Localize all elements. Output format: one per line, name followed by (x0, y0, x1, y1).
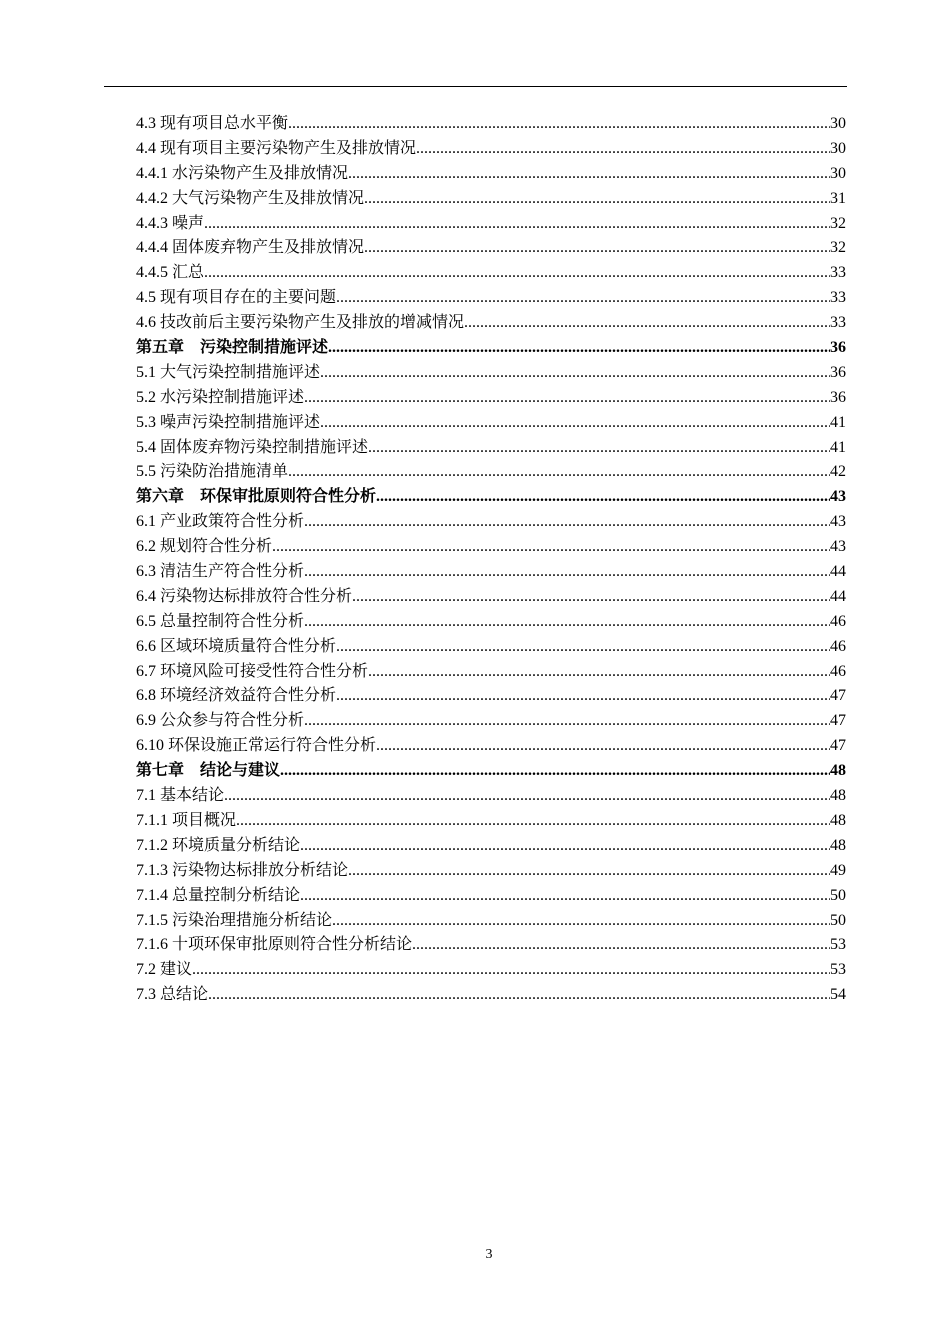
toc-entry[interactable] (136, 983, 846, 1008)
toc-entry[interactable] (136, 560, 846, 585)
toc-entry-title: 5.2 水污染控制措施评述 (136, 388, 305, 406)
toc-entry[interactable] (136, 286, 846, 311)
toc-entry-page: 44 (830, 563, 846, 581)
toc-entry-title: 7.3 总结论 (136, 986, 209, 1004)
toc-dot-leader (208, 983, 830, 1008)
toc-entry[interactable] (136, 884, 846, 909)
toc-dot-leader (280, 759, 830, 784)
toc-dot-leader (304, 709, 830, 734)
toc-entry-title: 5.3 噪声污染控制措施评述 (136, 413, 321, 431)
toc-entry-page: 48 (830, 762, 846, 780)
toc-entry-title: 6.10 环保设施正常运行符合性分析 (136, 737, 377, 755)
toc-dot-leader (204, 261, 830, 286)
toc-entry-title: 4.6 技改前后主要污染物产生及排放的增减情况 (136, 314, 465, 332)
toc-dot-leader (272, 535, 830, 560)
toc-entry-page: 42 (830, 463, 846, 481)
toc-entry[interactable] (136, 261, 846, 286)
toc-entry[interactable] (136, 635, 846, 660)
toc-entry[interactable] (136, 709, 846, 734)
toc-entry-page: 46 (830, 662, 846, 680)
toc-entry[interactable] (136, 187, 846, 212)
toc-entry[interactable] (136, 610, 846, 635)
toc-entry[interactable] (136, 460, 846, 485)
toc-dot-leader (304, 510, 830, 535)
toc-entry[interactable] (136, 212, 846, 237)
toc-entry-page: 49 (830, 861, 846, 879)
toc-entry-title: 5.4 固体废弃物污染控制措施评述 (136, 438, 369, 456)
toc-dot-leader (368, 436, 830, 461)
toc-dot-leader (376, 734, 830, 759)
toc-dot-leader (368, 660, 830, 685)
toc-entry-title: 7.1.4 总量控制分析结论 (136, 886, 301, 904)
toc-entry[interactable] (136, 361, 846, 386)
toc-entry[interactable] (136, 784, 846, 809)
toc-chapter-entry[interactable] (136, 336, 846, 361)
toc-entry-page: 36 (830, 363, 846, 381)
header-rule (104, 86, 847, 87)
toc-entry-title: 4.5 现有项目存在的主要问题 (136, 289, 337, 307)
toc-entry[interactable] (136, 411, 846, 436)
toc-dot-leader (320, 411, 830, 436)
toc-dot-leader (300, 884, 830, 909)
toc-entry[interactable] (136, 859, 846, 884)
toc-entry-title: 4.4 现有项目主要污染物产生及排放情况 (136, 139, 417, 157)
toc-entry-page: 50 (830, 911, 846, 929)
toc-entry-title: 7.1.2 环境质量分析结论 (136, 836, 301, 854)
toc-entry[interactable] (136, 436, 846, 461)
toc-entry-title: 7.1.6 十项环保审批原则符合性分析结论 (136, 936, 413, 954)
toc-entry-page: 48 (830, 836, 846, 854)
toc-dot-leader (364, 236, 830, 261)
toc-entry-title: 4.3 现有项目总水平衡 (136, 115, 289, 132)
table-of-contents (136, 112, 846, 1008)
toc-dot-leader (348, 859, 830, 884)
toc-dot-leader (332, 909, 830, 934)
toc-entry-page: 43 (830, 513, 846, 531)
toc-entry-title: 7.1.1 项目概况 (136, 811, 237, 829)
toc-dot-leader (236, 809, 830, 834)
toc-dot-leader (288, 112, 830, 137)
toc-entry-page: 30 (830, 115, 846, 132)
toc-entry-page: 53 (830, 961, 846, 979)
toc-dot-leader (288, 460, 830, 485)
toc-dot-leader (464, 311, 830, 336)
toc-entry-title: 6.8 环境经济效益符合性分析 (136, 687, 337, 705)
toc-dot-leader (336, 684, 830, 709)
toc-entry[interactable] (136, 162, 846, 187)
toc-dot-leader (336, 635, 830, 660)
toc-entry-page: 46 (830, 612, 846, 630)
toc-entry-title: 6.1 产业政策符合性分析 (136, 513, 305, 531)
toc-entry-title: 4.4.3 噪声 (136, 214, 205, 232)
toc-chapter-entry[interactable] (136, 759, 846, 784)
toc-dot-leader (192, 958, 830, 983)
toc-entry-title: 7.1.5 污染治理措施分析结论 (136, 911, 333, 929)
toc-entry-page: 48 (830, 811, 846, 829)
toc-entry[interactable] (136, 660, 846, 685)
toc-entry-page: 32 (830, 214, 846, 232)
toc-entry-page: 47 (830, 737, 846, 755)
toc-entry[interactable] (136, 834, 846, 859)
toc-entry-page: 30 (830, 164, 846, 182)
toc-entry-title: 5.1 大气污染控制措施评述 (136, 363, 321, 381)
toc-entry-title: 5.5 污染防治措施清单 (136, 463, 289, 481)
toc-dot-leader (336, 286, 830, 311)
toc-entry-page: 31 (830, 189, 846, 207)
toc-entry-title: 第七章 结论与建议 (136, 762, 281, 780)
toc-entry-title: 4.4.4 固体废弃物产生及排放情况 (136, 239, 365, 257)
toc-entry[interactable] (136, 236, 846, 261)
toc-entry-title: 7.2 建议 (136, 961, 193, 979)
toc-dot-leader (328, 336, 830, 361)
toc-dot-leader (376, 485, 830, 510)
toc-dot-leader (320, 361, 830, 386)
toc-entry-title: 6.9 公众参与符合性分析 (136, 712, 305, 730)
toc-entry-title: 6.2 规划符合性分析 (136, 538, 273, 556)
toc-entry-title: 4.4.2 大气污染物产生及排放情况 (136, 189, 365, 207)
toc-entry-title: 第五章 污染控制措施评述 (136, 339, 329, 357)
toc-entry-title: 4.4.5 汇总 (136, 264, 205, 282)
toc-entry[interactable] (136, 809, 846, 834)
toc-dot-leader (204, 212, 830, 237)
toc-entry-page: 33 (830, 289, 846, 307)
toc-dot-leader (300, 834, 830, 859)
page-number: 3 (485, 1247, 493, 1262)
toc-dot-leader (304, 560, 830, 585)
toc-entry-page: 43 (830, 488, 846, 506)
toc-entry-page: 53 (830, 936, 846, 954)
toc-entry[interactable] (136, 585, 846, 610)
toc-entry-page: 41 (830, 413, 846, 431)
toc-dot-leader (364, 187, 830, 212)
toc-entry[interactable] (136, 958, 846, 983)
toc-entry-page: 50 (830, 886, 846, 904)
toc-entry[interactable] (136, 510, 846, 535)
toc-entry-title: 4.4.1 水污染物产生及排放情况 (136, 164, 349, 182)
toc-entry-page: 47 (830, 712, 846, 730)
toc-dot-leader (412, 933, 830, 958)
toc-entry-page: 32 (830, 239, 846, 257)
toc-entry-page: 43 (830, 538, 846, 556)
toc-dot-leader (348, 162, 830, 187)
toc-entry-title: 7.1.3 污染物达标排放分析结论 (136, 861, 349, 879)
toc-entry-title: 6.5 总量控制符合性分析 (136, 612, 305, 630)
toc-entry-page: 30 (830, 139, 846, 157)
toc-dot-leader (304, 386, 830, 411)
toc-entry-title: 6.6 区域环境质量符合性分析 (136, 637, 337, 655)
toc-entry[interactable] (136, 311, 846, 336)
toc-entry[interactable] (136, 734, 846, 759)
toc-dot-leader (224, 784, 830, 809)
toc-entry-page: 36 (830, 339, 846, 357)
toc-dot-leader (352, 585, 830, 610)
toc-chapter-entry[interactable] (136, 485, 846, 510)
toc-entry[interactable] (136, 137, 846, 162)
toc-dot-leader (416, 137, 830, 162)
toc-entry[interactable] (136, 112, 846, 137)
toc-entry-title: 第六章 环保审批原则符合性分析 (136, 488, 377, 506)
toc-entry-page: 44 (830, 587, 846, 605)
toc-entry-page: 33 (830, 314, 846, 332)
toc-entry[interactable] (136, 909, 846, 934)
toc-entry[interactable] (136, 933, 846, 958)
toc-entry[interactable] (136, 684, 846, 709)
toc-entry[interactable] (136, 386, 846, 411)
toc-entry-page: 54 (830, 986, 846, 1004)
toc-entry-page: 46 (830, 637, 846, 655)
toc-entry-page: 48 (830, 787, 846, 805)
toc-entry-page: 36 (830, 388, 846, 406)
toc-entry-title: 6.3 清洁生产符合性分析 (136, 563, 305, 581)
toc-entry-title: 6.4 污染物达标排放符合性分析 (136, 587, 353, 605)
toc-entry-page: 41 (830, 438, 846, 456)
toc-entry-page: 33 (830, 264, 846, 282)
toc-entry-title: 6.7 环境风险可接受性符合性分析 (136, 662, 369, 680)
toc-dot-leader (304, 610, 830, 635)
toc-entry[interactable] (136, 535, 846, 560)
toc-entry-title: 7.1 基本结论 (136, 787, 225, 805)
toc-entry-page: 47 (830, 687, 846, 705)
